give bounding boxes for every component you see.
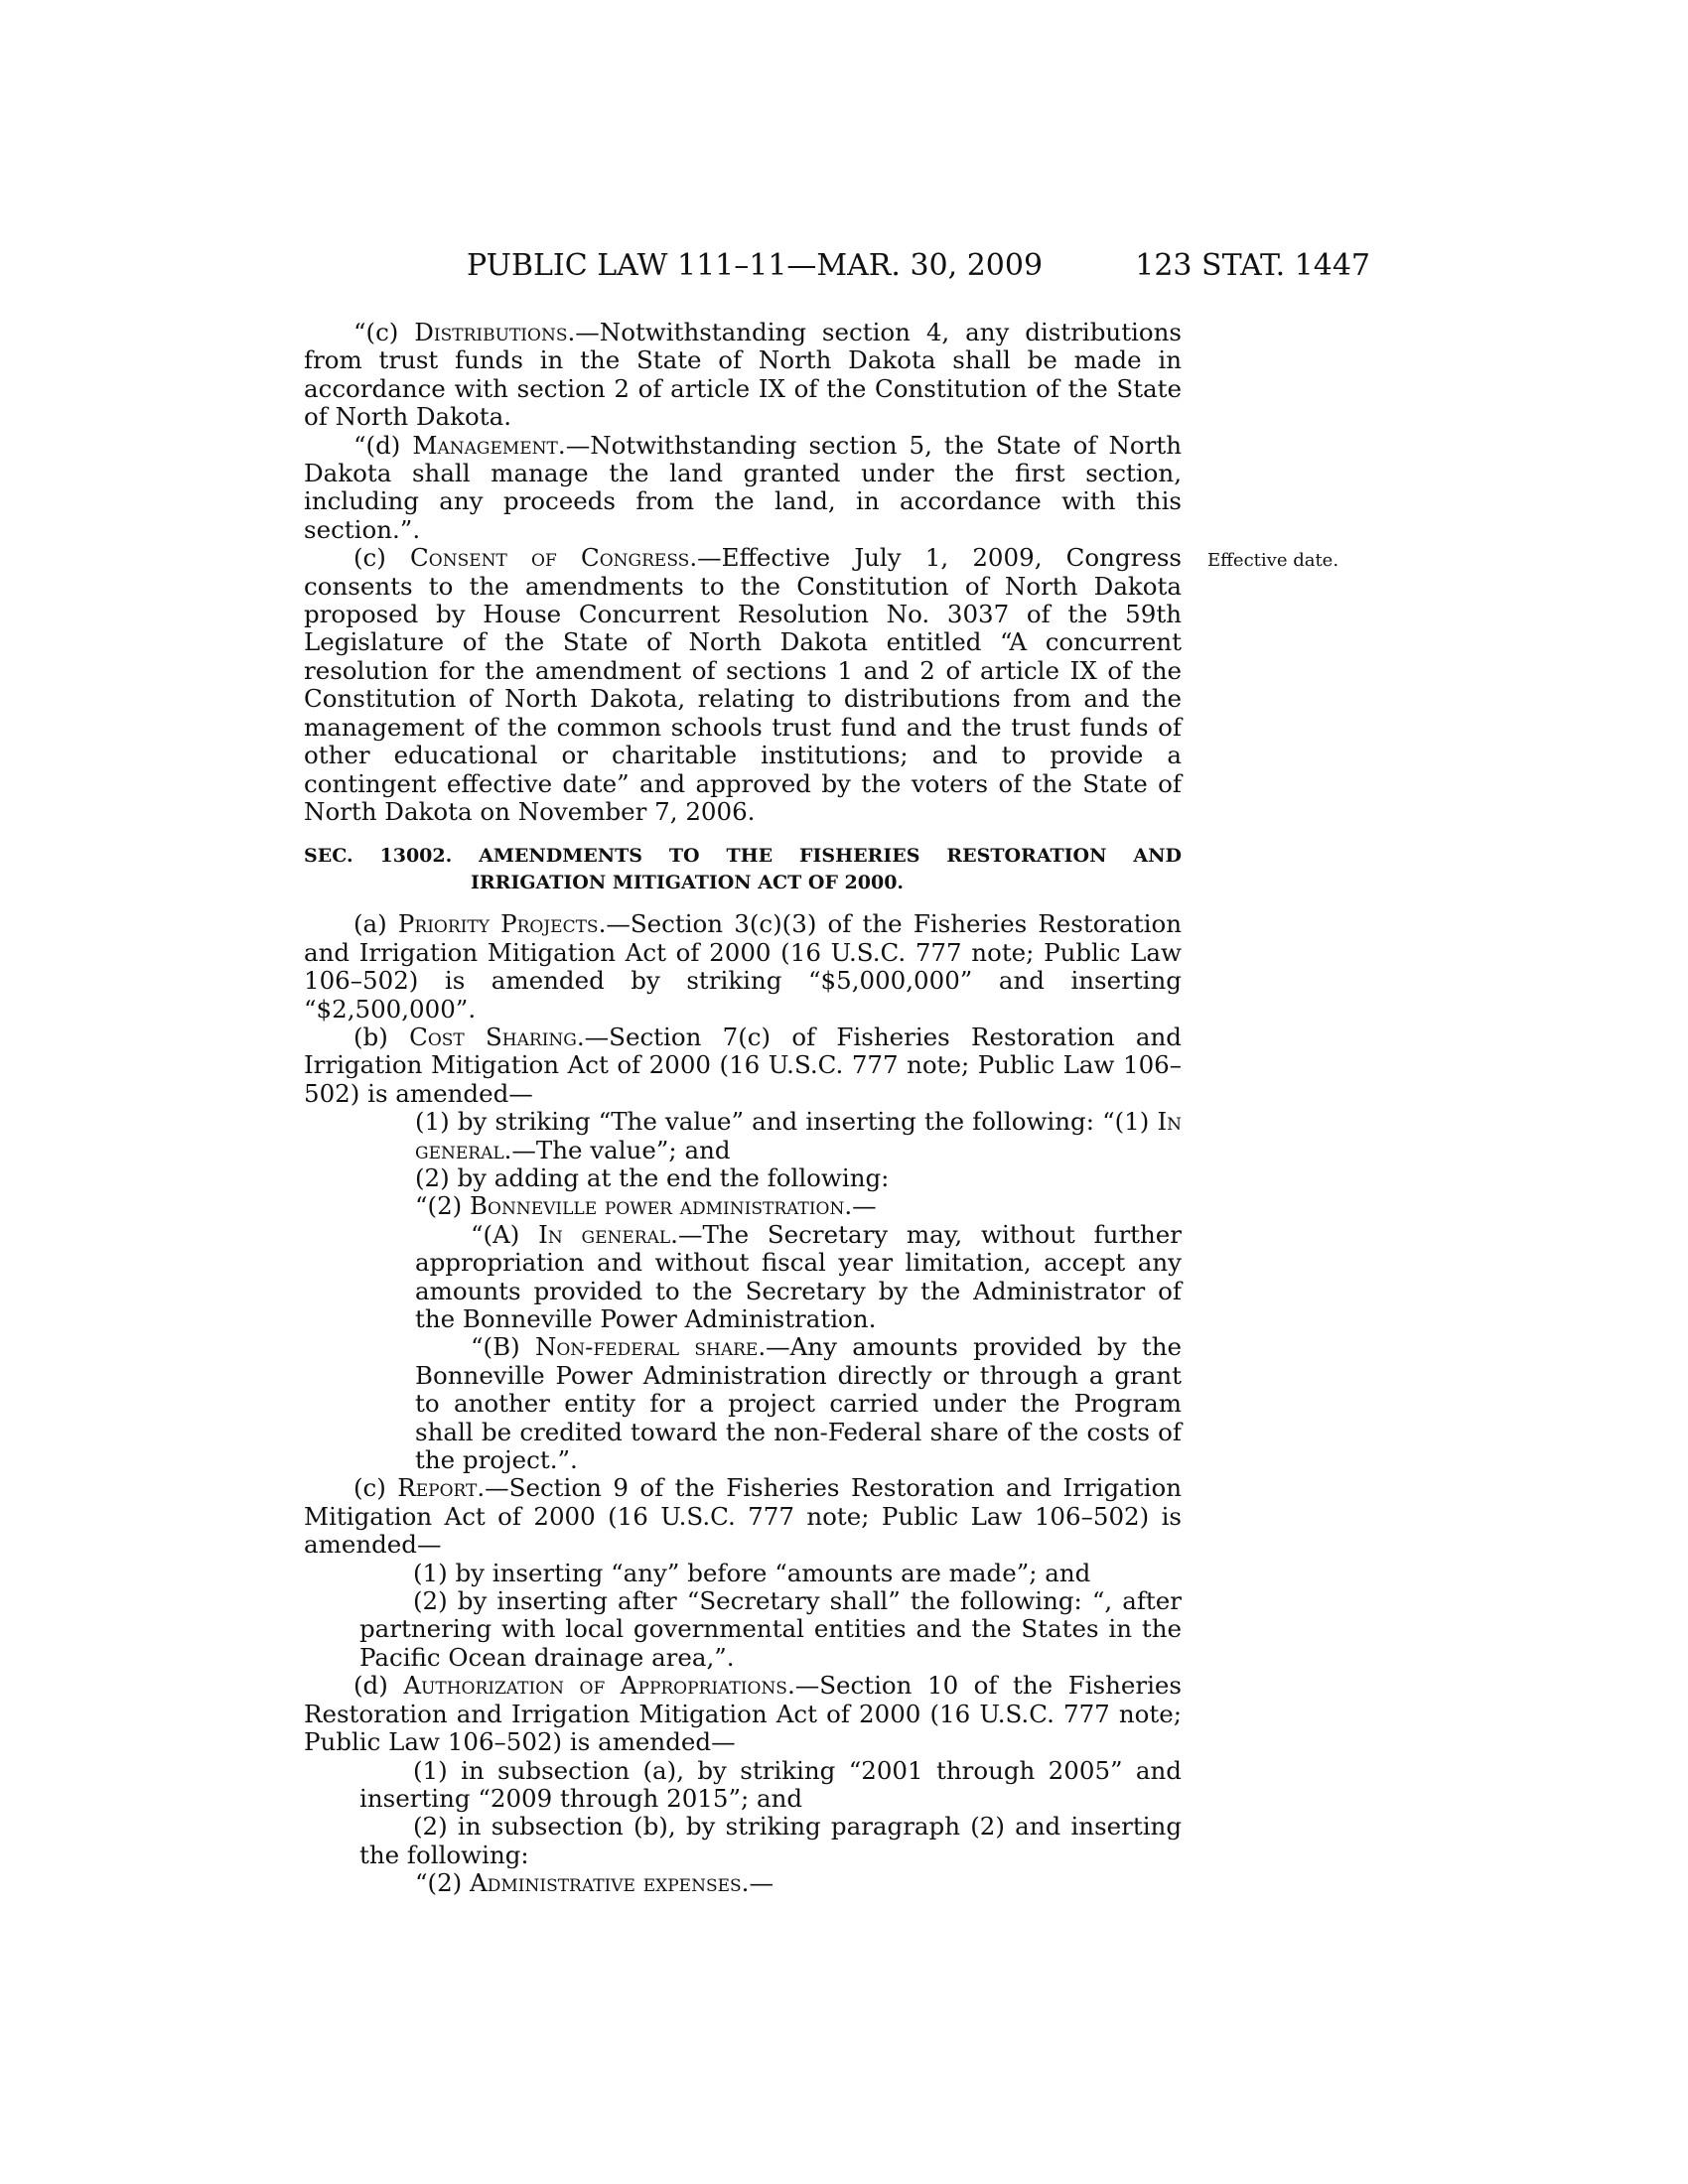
paragraph-cost-sharing: (b) Cost Sharing.—Section 7(c) of Fisheries Restoration and Irrigation Mitigation Act of 2000 (16 U.S.C. 777 note; Public Law 106–502) is amended—	[304, 1022, 1182, 1108]
paragraph-consent-of-congress: (c) Consent of Congress.—Effective July 1, 2009, Congress consents to the amendments to the Constitution of North Dakota proposed by House Concurrent Resolution No. 3037 of the 59th Legislature of the State of North Dakota entitled “A concurrent resolution for the amendment of sections 1 and 2 of article IX of the Constitution of North Dakota, relating to distributions from and the management of the common schools trust fund and the trust funds of other educational or charitable institutions; and to provide a contingent effective date” and approved by the voters of the State of North Dakota on November 7, 2006.	[304, 543, 1182, 826]
clause-b1: (1) by striking “The value” and inserting the following: “(1) In general.—The value”; and	[415, 1107, 1182, 1164]
clause-administrative-expenses: “(2) Administrative expenses.—	[415, 1868, 774, 1898]
paragraph-distributions: “(c) Distributions.—Notwithstanding section 4, any distributions from trust funds in the State of North Dakota shall be made in accordance with section 2 of article IX of the Constitution of the State of North Dakota.	[304, 318, 1182, 432]
clause-ap2: (2) in subsection (b), by striking paragraph (2) and inserting the following:	[359, 1812, 1182, 1869]
statute-text	[304, 319, 1182, 1898]
page-header-title: PUBLIC LAW 111–11—MAR. 30, 2009	[467, 248, 1044, 283]
clause-r1: (1) by inserting “any” before “amounts are made”; and	[413, 1558, 1091, 1587]
clause-r2: (2) by inserting after “Secretary shall” the following: “, after partnering with local governmental entities and the States in the Pacific Ocean drainage area,”.	[359, 1586, 1182, 1672]
paragraph-report: (c) Report.—Section 9 of the Fisheries Restoration and Irrigation Mitigation Act of 2000 (16 U.S.C. 777 note; Public Law 106–502) is amended—	[304, 1473, 1182, 1560]
margin-note-effective-date: Effective date.	[1207, 550, 1339, 571]
clause-b2: (2) by adding at the end the following:	[415, 1162, 890, 1192]
running-head	[0, 248, 1688, 288]
page-header-stat-number: 123 STAT. 1447	[1135, 248, 1370, 283]
paragraph-management: “(d) Management.—Notwithstanding section 5, the State of North Dakota shall manage the land granted under the first section, including any proceeds from the land, in accordance with this section.”.	[304, 430, 1182, 544]
subclause-a-in-general: “(A) In general.—The Secretary may, without further appropriation and without fiscal year limitation, accept any amounts provided to the Secretary by the Administrator of the Bonneville Power Administration.	[415, 1219, 1182, 1333]
section-heading: SEC. 13002. AMENDMENTS TO THE FISHERIES RESTORATION AND IRRIGATION MITIGATION ACT OF 2000.	[304, 845, 1182, 894]
clause-b2-heading: “(2) Bonneville power administration.—	[415, 1191, 877, 1221]
paragraph-authorization-of-appropriations: (d) Authorization of Appropriations.—Section 10 of the Fisheries Restoration and Irrigation Mitigation Act of 2000 (16 U.S.C. 777 note; Public Law 106–502) is amended—	[304, 1671, 1183, 1757]
clause-ap1: (1) in subsection (a), by striking “2001 through 2005” and inserting “2009 through 2015”; and	[359, 1755, 1182, 1813]
subclause-b-non-federal-share: “(B) Non-federal share.—Any amounts provided by the Bonneville Power Administration directly or through a grant to another entity for a project carried under the Program shall be credited toward the non-Federal share of the costs of the project.”.	[415, 1332, 1182, 1475]
paragraph-priority-projects: (a) Priority Projects.—Section 3(c)(3) of the Fisheries Restoration and Irrigation Mitigation Act of 2000 (16 U.S.C. 777 note; Public Law 106–502) is amended by striking “$5,000,000” and inserting “$2,500,000”.	[304, 909, 1183, 1024]
